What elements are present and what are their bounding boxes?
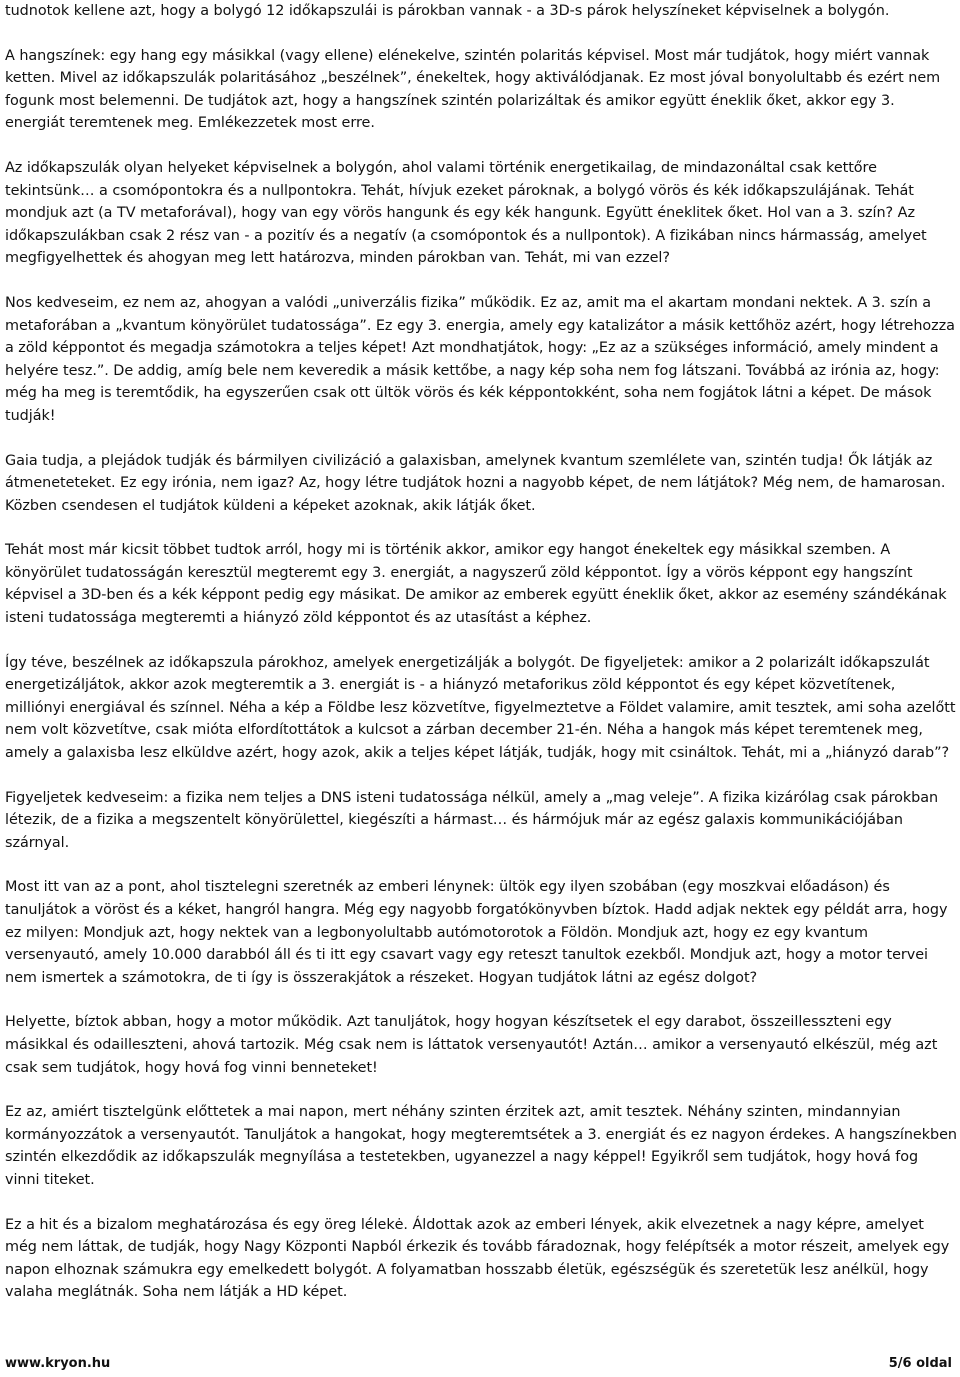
paragraph-8: Figyeljetek kedveseim: a fizika nem teljes a DNS isteni tudatossága nélkül, amely a „mag veleje”. A fizika kizárólag csak párokban létezik, de a fizika a megszentelt könyörülettel, kiegészíti a hármast… és hármójuk már az egész galaxis kommunikációjában szárnyal. — [5, 789, 939, 851]
paragraph-7: Így téve, beszélnek az időkapszula párokhoz, amelyek energetizálják a bolygót. De figyeljetek: amikor a 2 polarizált időkapszulát energetizáljátok, akkor azok megteremtik a 3. energiát is - a hiányzó metaforikus zöld képpontot és egy képet közvetítenek, milliónyi energiával és színnel. Néha a kép a Földbe lesz közvetítve, figyelmeztetve a Földet valamire, amit tesztek, ami soha azelőtt nem volt közvetítve, csak mióta elfordítottátok a kulcsot a zárban december 21-én. Néha a hangok más képet teremtenek meg, amely a galaxisba lesz elküldve azért, hogy azok, akik a teljes képet látják, tudják, hogy mit csináltok. Tehát, mi a „hiányzó darab”? — [5, 654, 956, 762]
paragraph-2: A hangszínek: egy hang egy másikkal (vagy ellene) elénekelve, szintén polaritás képvisel. Most már tudjátok, hogy miért vannak ketten. Mivel az időkapszulák polaritásához „beszélnek”, énekeltek, hogy aktiválódjanak. Ez most jóval bonyolultabb és ezért nem fogunk most belemenni. De tudjátok azt, hogy a hangszínek szintén polarizáltak és amikor együtt éneklik őket, akkor egy 3. energiát teremtenek meg. Emlékezzetek most erre. — [5, 47, 941, 132]
paragraph-3: Az időkapszulák olyan helyeket képviselnek a bolygón, ahol valami történik energetikailag, de mindazonáltal csak kettőre tekintsünk… a csomópontokra és a nullpontokra. Tehát, hívjuk ezeket pároknak, a bolygó vörös és kék időkapszulájának. Tehát mondjuk azt (a TV metaforával), hogy van egy vörös hangunk és egy kék hangunk. Együtt éneklitek őket. Hol van a 3. szín? Az időkapszulákban csak 2 rész van - a pozitív és a negatív (a csomópontok és a nullpontok). A fizikában nincs hármasság, amelyet megfigyelhettek és ahogyan meg lett határozva, minden párokban van. Tehát, mi van ezzel? — [5, 159, 927, 267]
paragraph-4: Nos kedveseim, ez nem az, ahogyan a valódi „univerzális fizika” működik. Ez az, amit ma el akartam mondani nektek. A 3. szín a metaforában a „kvantum könyörület tudatossága”. Ez egy 3. energia, amely egy katalizátor a másik kettőhöz azért, hogy létrehozza a zöld képpontot és megadja számotokra a teljes képet! Azt mondhatjátok, hogy: „Ez az a szükséges információ, amely mindent a helyére tesz.”. De addig, amíg bele nem keveredik a másik kettőbe, a nagy kép soha nem fog látszani. Továbbá az irónia az, hogy: még ha meg is teremtődik, ha egyszerűen csak ott ültök vörös és kék képpontokként, soha nem fogjátok látni a képet. De mások tudják! — [5, 294, 955, 424]
paragraph-11: Ez az, amiért tisztelgünk előttetek a mai napon, mert néhány szinten érzitek azt, amit tesztek. Néhány szinten, mindannyian kormányozzátok a versenyautót. Tanuljátok a hangokat, hogy megteremtsétek a 3. energiát és ez nagyon érdekes. A hangszínekben szintén elkezdődik az időkapszulák megnyílása a testetekben, ugyanezzel a nagy képpel! Egyikről sem tudjátok, hogy hová fog vinni titeket. — [5, 1104, 957, 1188]
page-footer — [5, 1356, 952, 1371]
footer-page-number: 5/6 oldal — [888, 1356, 952, 1371]
paragraph-1: tudnotok kellene azt, hogy a bolygó 12 időkapszulái is párokban vannak - a 3D-s párok helyszíneket képviselnek a bolygón. — [5, 3, 890, 19]
paragraph-5: Gaia tudja, a plejádok tudják és bármilyen civilizáció a galaxisban, amelynek kvantum szemlélete van, szintén tudja! Ők látják az átmeneteteket. Ez egy irónia, nem igaz? Az, hogy létre tudjátok hozni a nagyobb képet, de nem látjátok? Még nem, de hamarosan. Közben csendesen el tudjátok küldeni a képeket azoknak, akik látják őket. — [5, 452, 946, 514]
paragraph-9: Most itt van az a pont, ahol tisztelegni szeretnék az emberi lénynek: ültök egy ilyen szobában (egy moszkvai előadáson) és tanuljátok a vöröst és a kéket, hangról hangra. Még egy nagyobb forgatókönyvben bíztok. Hadd adjak nektek egy példát arra, hogy ez milyen: Mondjuk azt, hogy nektek van a legbonyolultabb autómotorotok a Földön. Mondjuk azt, hogy ez egy kvantum versenyautó, amely 10.000 darabból áll és ti itt egy csavart vagy egy reteszt tanultok ezekből. Mondjuk azt, hogy a motor tervei nem ismertek a számotokra, de ti így is összerakjátok a részeket. Hogyan tudjátok látni az egész dolgot? — [5, 879, 948, 986]
footer-site-link[interactable]: www.kryon.hu — [5, 1356, 111, 1371]
paragraph-6: Tehát most már kicsit többet tudtok arról, hogy mi is történik akkor, amikor egy hangot énekeltek egy másikkal szemben. A könyörület tudatosságán keresztül megteremt egy 3. energiát, a nagyszerű zöld képpontot. Így a vörös képpont egy hangszínt képvisel a 3D-ben és a kék képpont pedig egy másikat. De amikor az emberek együtt éneklik őket, akkor az esemény szándékának isteni tudatossága megteremti a hiányzó zöld képpontot és az utasítást a képhez. — [5, 542, 947, 627]
paragraph-12: Ez a hit és a bizalom meghatározása és egy öreg lélekė. Áldottak azok az emberi lények, akik elvezetnek a nagy képre, amelyet még nem láttak, de tudják, hogy Nagy Központi Napból érkezik és tovább fáradoznak, hogy felépítsék a motor részeit, amelyek egy napon elhoznak számukra egy emelkedett bolygót. A folyamatban hosszabb életük, egészségük és szeretetük lesz anélkül, hogy valaha meglátnák. Soha nem látják a HD képet. — [5, 1216, 950, 1301]
paragraph-10: Helyette, bíztok abban, hogy a motor működik. Azt tanuljátok, hogy hogyan készítsetek el egy darabot, összeillesszteni egy másikkal és odailleszteni, ahová tartozik. Még csak nem is láttatok versenyautót! Aztán… amikor a versenyautó elkészül, még azt csak sem tudjátok, hogy hová fog vinni benneteket! — [5, 1014, 938, 1076]
document-body — [5, 0, 957, 1304]
